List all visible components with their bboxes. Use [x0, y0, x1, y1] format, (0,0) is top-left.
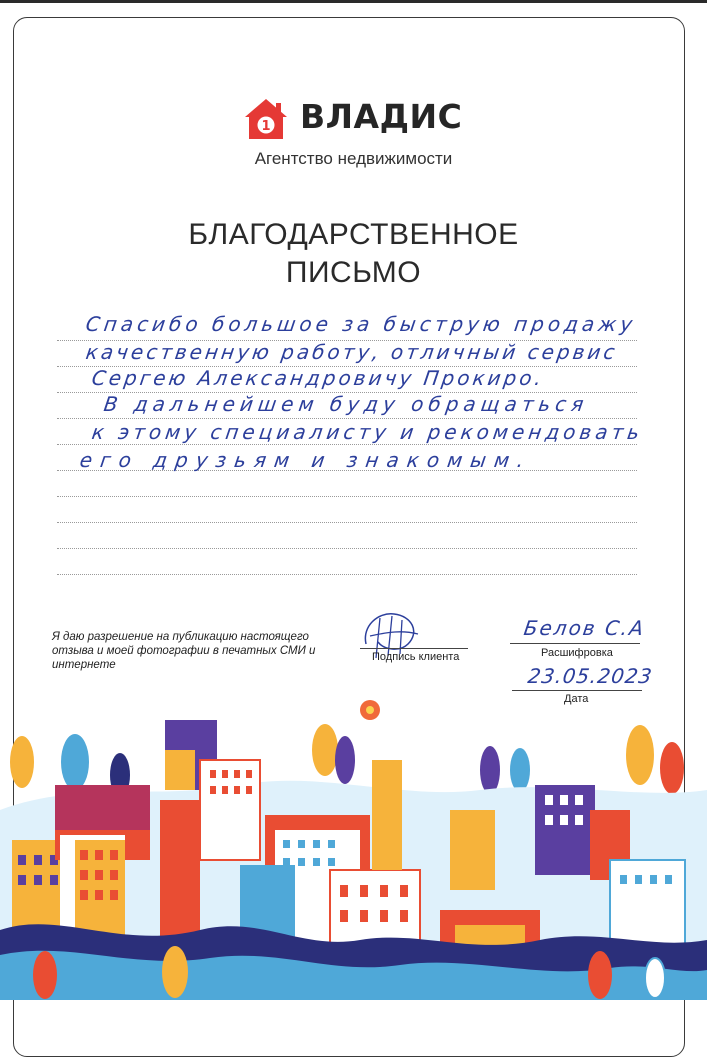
message-line-5: к этому специалисту и рекомендовать: [90, 420, 645, 444]
message-line-6: его друзьям и знакомым.: [78, 448, 534, 472]
message-line-2: качественную работу, отличный сервис: [84, 340, 620, 364]
signature-caption: Подпись клиента: [372, 651, 460, 663]
top-edge: [0, 0, 707, 3]
house-key-icon: [243, 97, 289, 141]
letter-title-line1: БЛАГОДАРСТВЕННОЕ: [188, 218, 519, 251]
ruled-line: [57, 444, 637, 445]
city-illustration: [0, 690, 707, 1000]
ruled-line: [57, 496, 637, 497]
date-value: 23.05.2023: [526, 664, 655, 688]
decoding-line: [510, 643, 640, 644]
ruled-line: [57, 522, 637, 523]
ruled-line: [57, 574, 637, 575]
signature-line: [360, 648, 468, 649]
ruled-line: [57, 418, 637, 419]
agency-tagline: Агентство недвижимости: [254, 149, 453, 168]
brand-name: ВЛАДИС: [300, 97, 463, 136]
message-line-4: В дальнейшем буду обращаться: [102, 392, 591, 416]
decoding-value: Белов С.А: [522, 616, 647, 640]
brand-logo: [243, 95, 473, 145]
ruled-line: [57, 548, 637, 549]
publication-permission-text: Я даю разрешение на публикацию настоящего отзыва и моей фотографии в печатных СМИ и интернете: [52, 631, 316, 671]
decoding-caption: Расшифровка: [541, 647, 613, 659]
date-caption: Дата: [564, 693, 589, 705]
svg-text:1: 1: [261, 119, 271, 134]
letter-title-line2: ПИСЬМО: [285, 256, 422, 289]
message-line-3: Сергею Александровичу Прокиро.: [90, 366, 546, 390]
message-line-1: Спасибо большое за быструю продажу: [84, 312, 638, 336]
